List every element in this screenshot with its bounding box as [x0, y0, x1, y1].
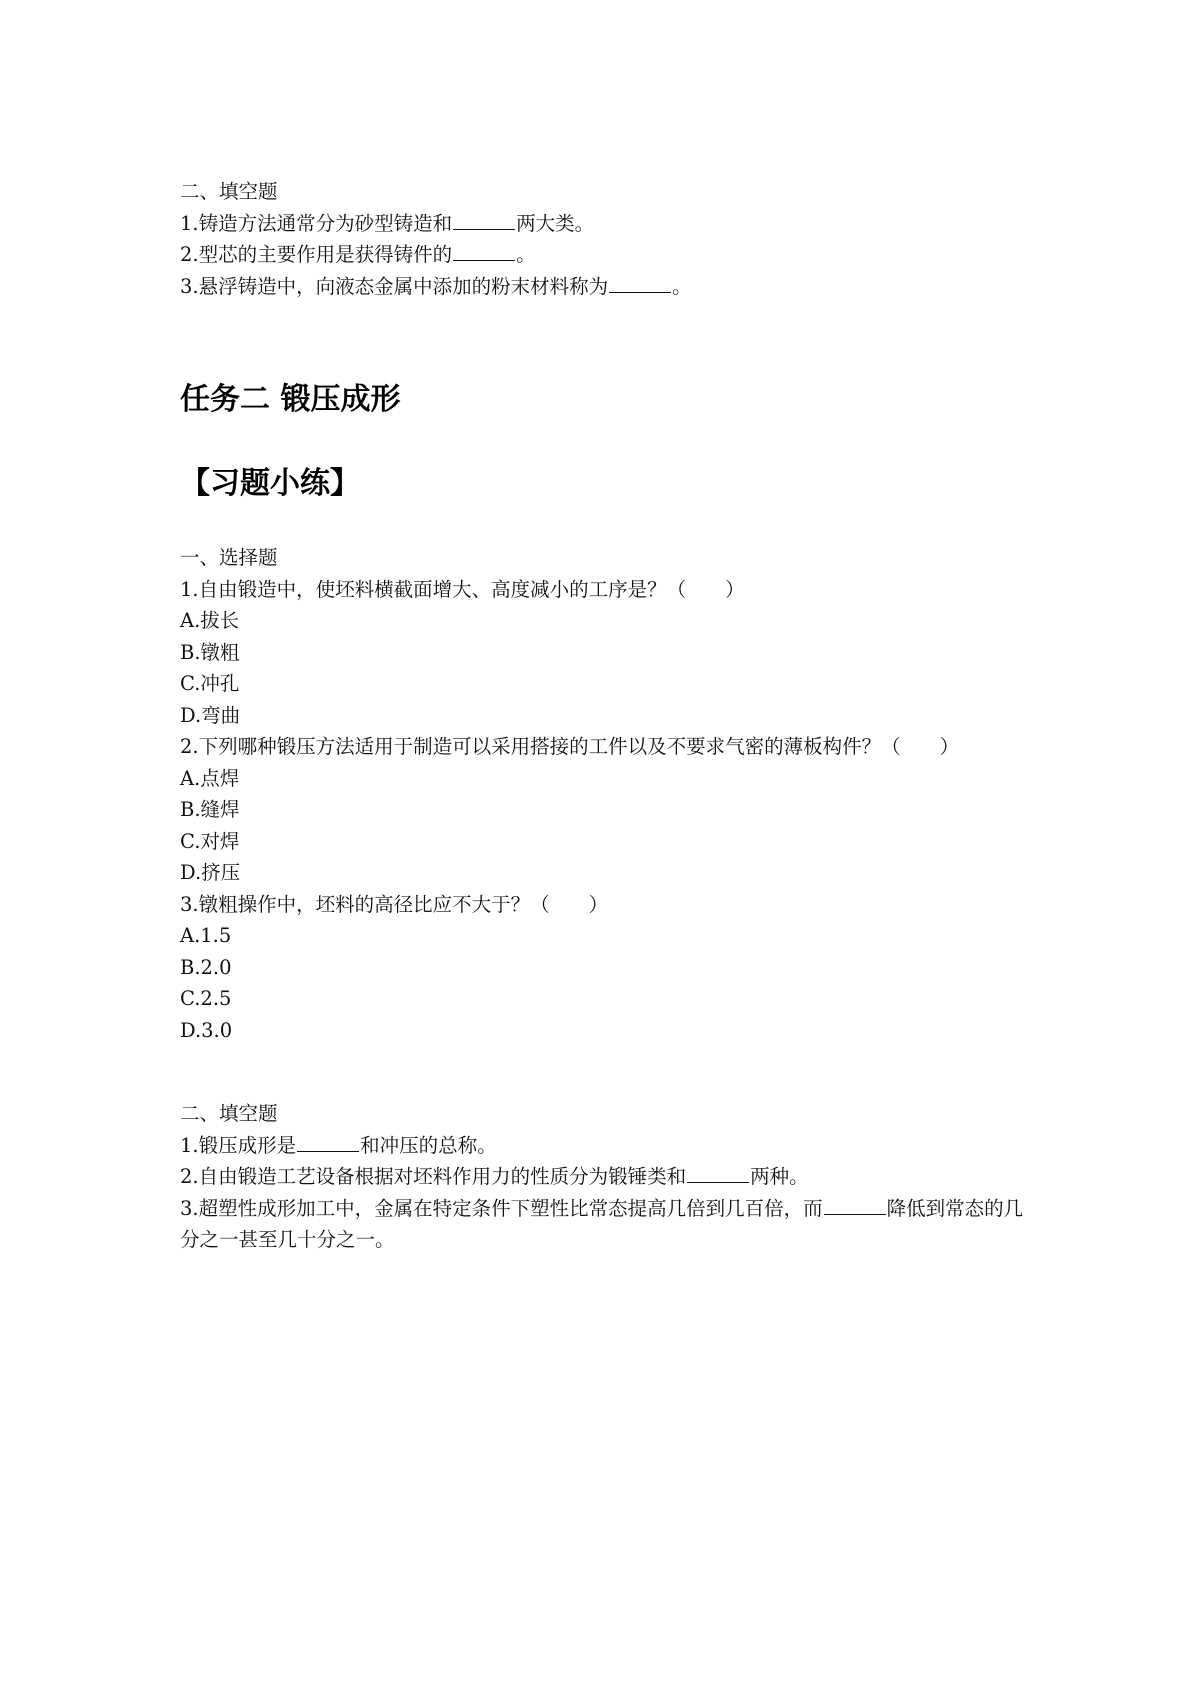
question-text: 降低到常态的几分之一甚至几十分之一。: [180, 1196, 1024, 1251]
option: A.点焊: [180, 766, 240, 790]
fill-question: [180, 239, 1030, 271]
task-title: 任务二 锻压成形: [180, 382, 401, 417]
option: D.挤压: [180, 861, 241, 884]
choice-question: [180, 574, 1030, 732]
question-text: 和冲压的总称。: [360, 1133, 497, 1157]
question-stem: 1.自由锻造中，使坯料横截面增大、高度减小的工序是？（ ）: [180, 577, 745, 601]
option: C.2.5: [180, 987, 232, 1010]
option: C.对焊: [180, 829, 240, 853]
option: B.2.0: [180, 955, 232, 979]
fill-question: [180, 208, 1030, 240]
option: A.1.5: [180, 924, 232, 947]
question-text: 3.超塑性成形加工中，金属在特定条件下塑性比常态提高几倍到几百倍，而: [180, 1196, 823, 1220]
question-text: 。: [672, 274, 692, 298]
fill-blank-section-1: [180, 176, 1030, 302]
question-text: 3.悬浮铸造中，向液态金属中添加的粉末材料称为: [180, 274, 609, 298]
document-page: [180, 176, 1030, 1256]
practice-title: 【习题小练】: [180, 466, 360, 501]
question-text: 两大类。: [516, 211, 595, 235]
question-text: 1.铸造方法通常分为砂型铸造和: [180, 211, 453, 235]
answer-blank: [687, 1164, 749, 1183]
answer-blank: [453, 211, 515, 230]
question-text: 2.自由锻造工艺设备根据对坯料作用力的性质分为锻锤类和: [180, 1165, 687, 1188]
option: B.缝焊: [180, 798, 240, 821]
question-stem: 2.下列哪种锻压方法适用于制造可以采用搭接的工件以及不要求气密的薄板构件？（ ）: [180, 735, 960, 758]
question-stem: 3.镦粗操作中，坯料的高径比应不大于？（ ）: [180, 892, 609, 916]
fill-question: [180, 271, 1030, 303]
fill-question: [180, 1193, 1030, 1256]
answer-blank: [824, 1196, 886, 1215]
choice-question: [180, 731, 1030, 889]
question-text: 。: [516, 243, 536, 266]
section-heading: 二、填空题: [180, 1102, 278, 1125]
option: A.拔长: [180, 609, 240, 632]
option: B.镦粗: [180, 640, 240, 664]
option: D.3.0: [180, 1018, 233, 1042]
fill-blank-section-2: [180, 1098, 1030, 1256]
answer-blank: [609, 274, 671, 293]
section-heading: 一、选择题: [180, 546, 278, 569]
option: C.冲孔: [180, 672, 240, 695]
choice-section: [180, 542, 1030, 1046]
answer-blank: [453, 242, 515, 261]
fill-question: [180, 1161, 1030, 1193]
fill-question: [180, 1130, 1030, 1162]
section-heading: 二、填空题: [180, 180, 278, 203]
answer-blank: [297, 1133, 359, 1152]
question-text: 2.型芯的主要作用是获得铸件的: [180, 243, 453, 266]
choice-question: [180, 889, 1030, 1047]
question-text: 两种。: [750, 1165, 809, 1188]
question-text: 1.锻压成形是: [180, 1133, 297, 1157]
option: D.弯曲: [180, 703, 241, 727]
